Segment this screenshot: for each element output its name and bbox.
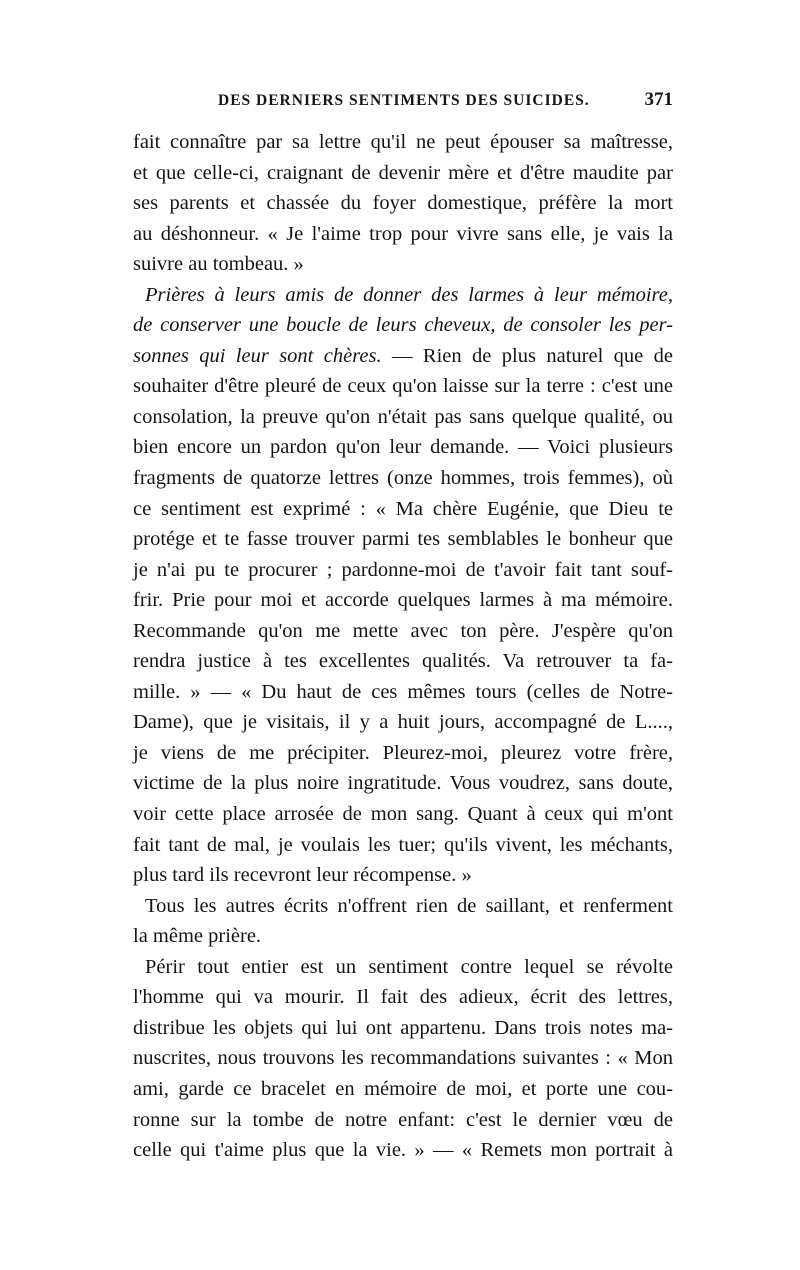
text-line	[133, 616, 673, 647]
text-line	[133, 677, 673, 708]
text-line	[133, 280, 673, 311]
text-line	[133, 891, 673, 922]
text-segment: plus tard ils recevront leur récompense. »	[133, 864, 472, 887]
text-segment: ce sentiment est exprimé : « Ma chère Eugénie, que Dieu te	[133, 497, 673, 520]
text-line	[133, 921, 673, 952]
text-line	[133, 585, 673, 616]
text-segment: je n'ai pu te procurer ; pardonne-moi de t'avoir fait tant souf-	[133, 558, 673, 581]
text-segment: fait connaître par sa lettre qu'il ne peut épouser sa maîtresse,	[133, 131, 673, 153]
text-segment: souhaiter d'être pleuré de ceux qu'on laisse sur la terre : c'est une	[133, 375, 673, 398]
text-line	[133, 402, 673, 433]
text-segment: fait tant de mal, je voulais les tuer; qu'ils vivent, les méchants,	[133, 833, 673, 856]
text-line	[133, 310, 673, 341]
text-line	[133, 188, 673, 219]
text-segment: protége et te fasse trouver parmi tes semblables le bonheur que	[133, 528, 673, 551]
text-segment: suivre au tombeau. »	[133, 253, 304, 276]
text-segment: Dame), que je visitais, il y a huit jours, accompagné de L....,	[133, 711, 673, 734]
text-segment: rendra justice à tes excellentes qualités. Va retrouver ta fa-	[133, 650, 673, 673]
text-line	[133, 249, 673, 280]
text-segment: au déshonneur. « Je l'aime trop pour vivre sans elle, je vais la	[133, 222, 673, 245]
text-segment: je viens de me précipiter. Pleurez-moi, pleurez votre frère,	[133, 741, 673, 764]
text-line	[133, 1043, 673, 1074]
text-line	[133, 494, 673, 525]
text-line	[133, 219, 673, 250]
text-line	[133, 341, 673, 372]
text-line	[133, 646, 673, 677]
text-line	[133, 860, 673, 891]
text-segment: victime de la plus noire ingratitude. Vous voudrez, sans doute,	[133, 772, 673, 795]
text-segment: fragments de quatorze lettres (onze hommes, trois femmes), où	[133, 467, 673, 490]
text-segment: l'homme qui va mourir. Il fait des adieux, écrit des lettres,	[133, 986, 673, 1009]
text-segment: et que celle-ci, craignant de devenir mère et d'être maudite par	[133, 161, 673, 184]
text-segment: ses parents et chassée du foyer domestique, préfère la mort	[133, 192, 673, 215]
text-segment: ami, garde ce bracelet en mémoire de moi, et porte une cou-	[133, 1077, 673, 1100]
text-segment: voir cette place arrosée de mon sang. Quant à ceux qui m'ont	[133, 803, 673, 826]
text-segment: bien encore un pardon qu'on leur demande. — Voici plusieurs	[133, 436, 673, 459]
text-line	[133, 830, 673, 861]
text-line	[133, 982, 673, 1013]
page-number: 371	[644, 89, 673, 110]
text-line	[133, 799, 673, 830]
text-line	[133, 1135, 673, 1166]
text-segment: Recommande qu'on me mette avec ton père. J'espère qu'on	[133, 619, 673, 642]
text-segment: la même prière.	[133, 925, 262, 948]
text-segment: distribue les objets qui lui ont appartenu. Dans trois notes ma-	[133, 1016, 673, 1039]
body-text	[133, 127, 673, 1166]
text-line	[133, 463, 673, 494]
italic-text: de conserver une boucle de leurs cheveux, de consoler les per-	[133, 314, 673, 337]
text-segment: consolation, la preuve qu'on n'était pas sans quelque qualité, ou	[133, 405, 673, 428]
text-line	[133, 555, 673, 586]
text-line	[133, 432, 673, 463]
italic-text: Prières à leurs amis de donner des larmes à leur mémoire,	[145, 283, 673, 306]
text-segment: Périr tout entier est un sentiment contre lequel se révolte	[145, 955, 673, 978]
text-line	[133, 952, 673, 983]
text-line	[133, 1105, 673, 1136]
text-line	[133, 1074, 673, 1105]
text-line	[133, 1013, 673, 1044]
text-line	[133, 768, 673, 799]
text-segment: Tous les autres écrits n'offrent rien de saillant, et renferment	[145, 894, 673, 917]
text-line	[133, 738, 673, 769]
text-segment: frir. Prie pour moi et accorde quelques larmes à ma mémoire.	[133, 589, 673, 612]
text-line	[133, 524, 673, 555]
text-line	[133, 371, 673, 402]
text-segment: nuscrites, nous trouvons les recommandations suivantes : « Mon	[133, 1047, 673, 1070]
text-line	[133, 707, 673, 738]
running-head: DES DERNIERS SENTIMENTS DES SUICIDES.	[218, 92, 590, 109]
text-segment: mille. » — « Du haut de ces mêmes tours (celles de Notre-	[133, 680, 673, 703]
text-segment: — Rien de plus naturel que de	[381, 344, 673, 367]
text-line	[133, 127, 673, 158]
page-header	[133, 89, 673, 122]
text-segment: ronne sur la tombe de notre enfant: c'est le dernier vœu de	[133, 1108, 673, 1131]
text-segment: celle qui t'aime plus que la vie. » — « Remets mon portrait à	[133, 1139, 673, 1162]
italic-text: sonnes qui leur sont chères.	[133, 344, 382, 367]
text-line	[133, 158, 673, 189]
